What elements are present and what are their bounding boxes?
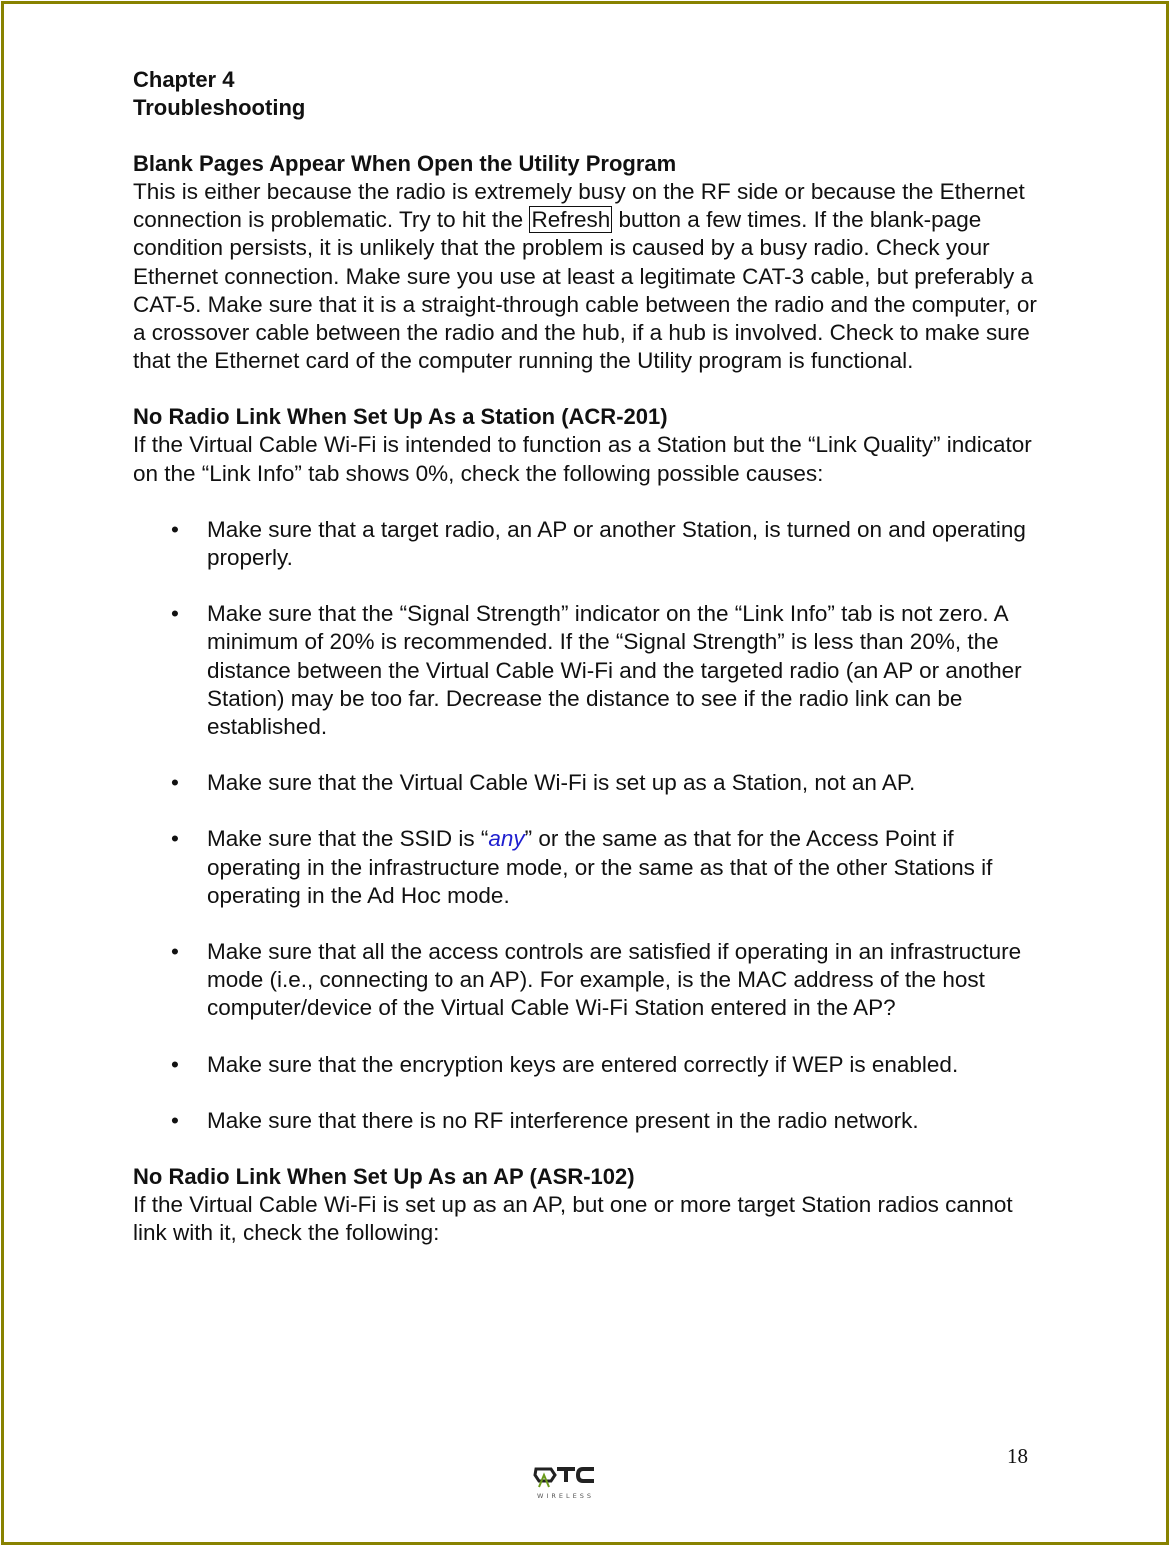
section-heading-blank-pages: Blank Pages Appear When Open the Utility Program	[133, 151, 677, 176]
list-item: • Make sure that all the access controls are satisfied if operating in an infrastructure mode (i.e., connecting to an AP). For example, is the MAC address of the host computer/device of the Virtual Cable Wi-Fi Station entered in the AP?	[171, 939, 1022, 1021]
page-number: 18	[1007, 1444, 1028, 1468]
section-heading-ap: No Radio Link When Set Up As an AP (ASR-102)	[133, 1164, 635, 1190]
list-item: • Make sure that the Virtual Cable Wi-Fi is set up as a Station, not an AP.	[171, 770, 916, 796]
list-item: • Make sure that a target radio, an AP or another Station, is turned on and operating properly.	[171, 516, 1026, 571]
ssid-any-value: any	[488, 826, 525, 852]
refresh-button-reference: Refresh	[531, 207, 611, 233]
section-body-blank-pages: This is either because the radio is extremely busy on the RF side or because the Ethernet connection is problematic. Try to hit the Refresh button a few times. If the blank-page condition persists, it is unlikely that the problem is caused by a busy radio. Check your Ethernet connection. Make sure you use at least a legitimate CAT-3 cable, but preferably a CAT-5. Make sure that it is a straight-through cable between the radio and the computer, or a crossover cable between the radio and the hub, if a hub is involved. Check to make sure that the Ethernet card of the computer running the Utility program is functional.	[133, 179, 1037, 374]
section-body-ap: If the Virtual Cable Wi-Fi is set up as an AP, but one or more target Station radios cannot link with it, check the following:	[133, 1192, 1013, 1246]
chapter-title: Troubleshooting	[133, 95, 306, 120]
chapter-number: Chapter 4	[133, 67, 235, 92]
list-item: • Make sure that there is no RF interference present in the radio network.	[171, 1107, 919, 1133]
list-item: • Make sure that the “Signal Strength” indicator on the “Link Info” tab is not zero. A minimum of 20% is recommended. If the “Signal Strength” is less than 20%, the distance between the Virtual Cable Wi-Fi and the targeted radio (an AP or another Station) may be too far. Decrease the distance to see if the radio link can be established.	[171, 601, 1022, 740]
list-item: • Make sure that the SSID is “any” or the same as that for the Access Point if operating in the infrastructure mode, or the same as that of the other Stations if operating in the Ad Hoc mode.	[171, 826, 993, 908]
list-item: • Make sure that the encryption keys are entered correctly if WEP is enabled.	[171, 1051, 959, 1077]
document-body	[133, 66, 1043, 1247]
section-body-station: If the Virtual Cable Wi-Fi is intended to function as a Station but the “Link Quality” indicator on the “Link Info” tab shows 0%, check the following possible causes:	[133, 432, 1032, 486]
otc-wireless-logo	[533, 1463, 599, 1503]
svg-text:WIRELESS: WIRELESS	[537, 1492, 594, 1500]
section-heading-station: No Radio Link When Set Up As a Station (ACR-201)	[133, 404, 668, 430]
station-checklist	[133, 516, 1043, 1135]
